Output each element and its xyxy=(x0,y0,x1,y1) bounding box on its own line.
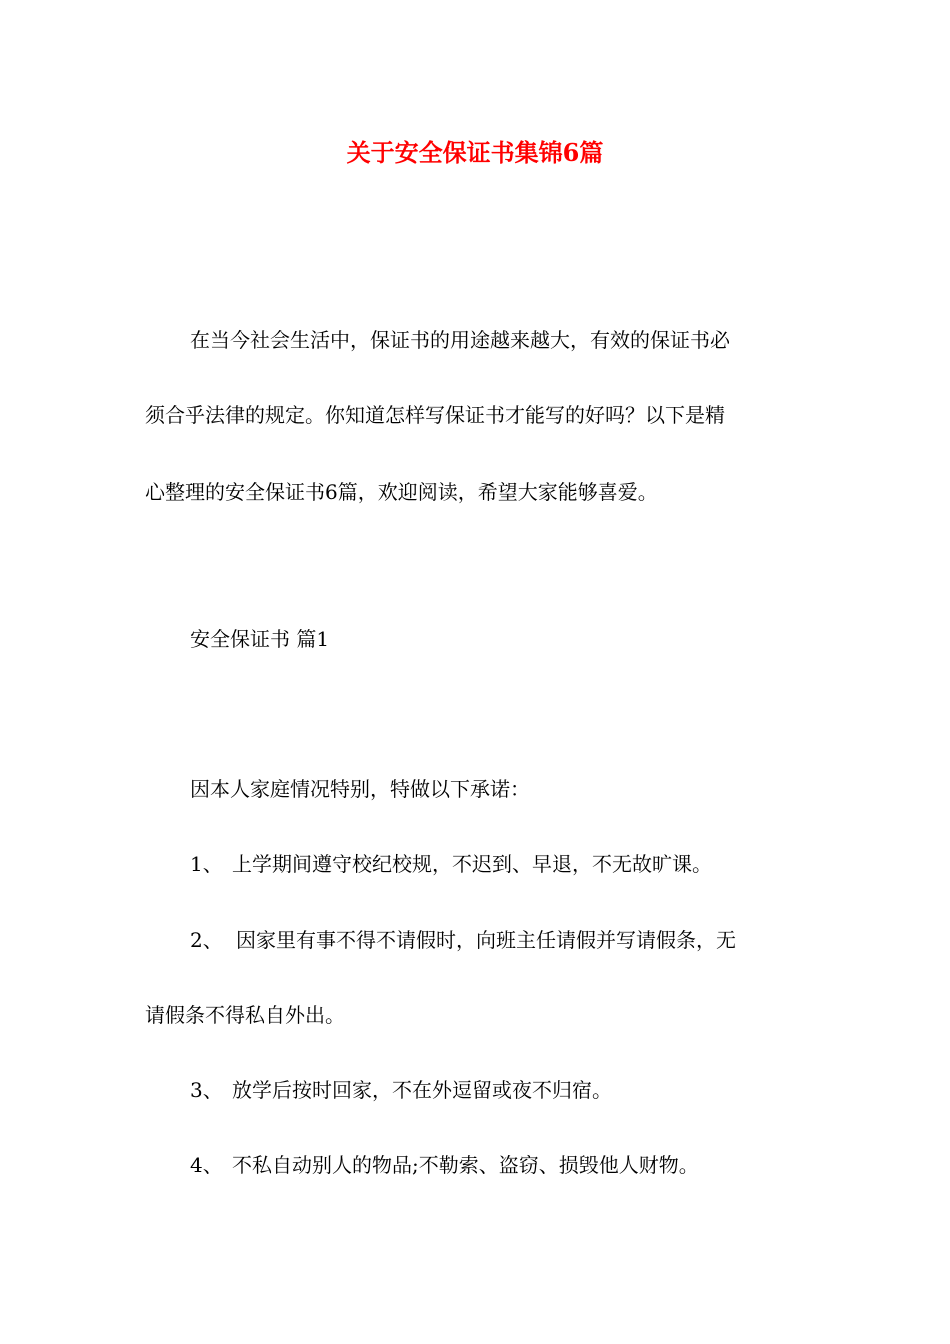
section-heading: 安全保证书 篇1 xyxy=(190,627,330,651)
item-text: 放学后按时回家，不在外逗留或夜不归宿。 xyxy=(232,1078,612,1102)
item-number: 3、 xyxy=(190,1078,223,1102)
pledge-item-2 xyxy=(190,926,736,954)
document-title: 关于安全保证书集锦6篇 xyxy=(346,138,604,167)
intro-line-1: 在当今社会生活中，保证书的用途越来越大，有效的保证书必 xyxy=(190,328,730,352)
intro-line-3: 心整理的安全保证书6篇，欢迎阅读，希望大家能够喜爱。 xyxy=(145,480,658,504)
pledge-item-2-continued: 请假条不得私自外出。 xyxy=(145,1003,345,1027)
pledge-intro: 因本人家庭情况特别，特做以下承诺： xyxy=(190,777,530,801)
pledge-item-4 xyxy=(190,1151,699,1179)
pledge-item-3 xyxy=(190,1076,612,1104)
item-number: 2、 xyxy=(190,928,223,952)
item-number: 4、 xyxy=(190,1153,223,1177)
intro-line-2: 须合乎法律的规定。你知道怎样写保证书才能写的好吗？以下是精 xyxy=(145,403,725,427)
item-number: 1、 xyxy=(190,852,223,876)
pledge-item-1 xyxy=(190,850,712,878)
item-text: 不私自动别人的物品;不勒索、盗窃、损毁他人财物。 xyxy=(232,1153,699,1177)
item-text: 因家里有事不得不请假时，向班主任请假并写请假条，无 xyxy=(236,928,736,952)
item-text: 上学期间遵守校纪校规，不迟到、早退，不无故旷课。 xyxy=(232,852,712,876)
